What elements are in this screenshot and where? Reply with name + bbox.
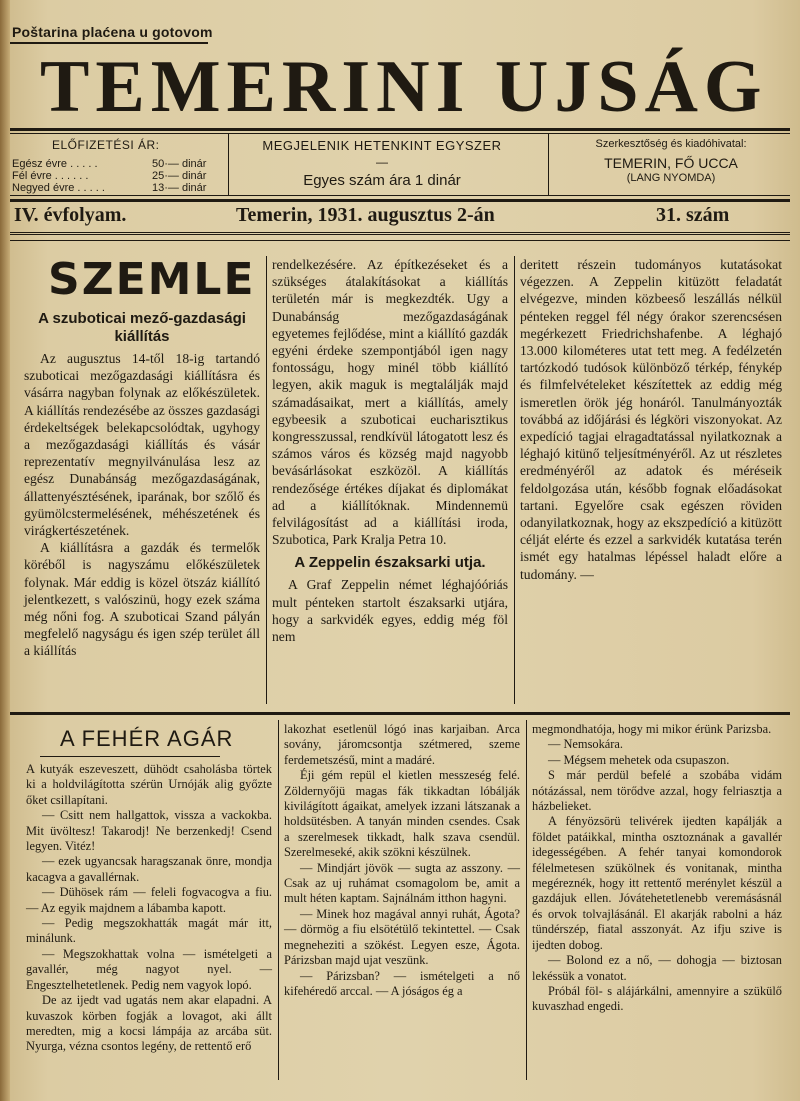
column-divider bbox=[266, 256, 267, 704]
postage-note: Poštarina plaćena u gotovom bbox=[12, 24, 213, 40]
story-paragraph: megmondhatója, hogy mi mikor érünk Parizsba. bbox=[532, 722, 772, 736]
header-bottom-rule-thin bbox=[10, 195, 790, 196]
story-title-rule bbox=[40, 756, 220, 757]
article-paragraph: A kiállításra a gazdák és termelők köréből is nagyszámu előkészületek folynak. Már eddig is közel ötszáz kiállító jelentkezett, s valószinü, hogy ezek száma még nőni fog. A szuboticai Szand pályán megfelelő nagyságu és igen szép terület áll a kiállítás bbox=[24, 540, 260, 659]
story-paragraph: — Minek hoz magával annyi ruhát, Ágota? — dörmög a fiu elsötétülő tekintettel. — Csak megneheziti a szökést. Legyen esze, Ágota. Párizsban majd ujat veszünk. bbox=[284, 906, 520, 968]
story-paragraph: A fényözsörü telivérek ijedten kapálják a földet patáikkal, mintha osztoznának a gavallér idegességében. A fehér tanyai komondorok félelmetesen szükölnek és vonitanak, mintha megéreznék, hogy itt rettentő merénylet készül a gazdájuk ellen. Jóvátehetetlenebb veremásásnál és orvok tolvajlásánál. El akarják rabolni a ház tündérszép, fiatal asszonyát. Az ifju szive is ijedten dobog. bbox=[532, 814, 782, 952]
article-paragraph: rendelkezésére. Az építkezéseket és a szükséges átalakításokat a kiállítás területén már is megkezdték. Ugy a Dunabánság mezőgazdaságának egyetemes fejlődése, mint a kiállító gazdák egyéni érdeke szempontjából igen nagy fontosságu, hogy minél több kiállító legyen, akik maguk is megtalálják majd számadásaikat, mert a kiállítás, amely egybeesik a szuboticai eucharisztikus kongresszussal, rendkívül látogatott lesz és számos város és község majd nagyobb bevásárlásokat eszközöl. A kiállítás rendezősége értékes díjakat és diplomákat ad a kiállítóknak. Mindennemü felvilágosítást ad a kiállítási iroda, Szubotica, Park Kralja Petra 10. bbox=[272, 257, 508, 548]
story-paragraph: De az ijedt vad ugatás nem akar elapadni. A kuvaszok körben fogják a lovagot, aki állt meredten, mig a kocsi lámpája az arcába süt. Nyurga, vézna csontos legény, de rettentő erő bbox=[26, 993, 272, 1054]
story-paragraph: A kutyák eszeveszett, dühödt csaholásba törtek ki a holdvilágította szérün Urnóják alig győzte őket csillapítani. bbox=[26, 762, 272, 807]
story-paragraph: — Bolond ez a nő, — dohogja — biztosan lekéssük a vonatot. bbox=[532, 953, 782, 983]
price-label: Egész évre . . . . . bbox=[12, 158, 98, 170]
story-paragraph: — Megszokhattak volna — ismételgeti a gavallér, még nagyot nyel. — Engesztelhetetlenek. Pedig nem vagyok lopó. bbox=[26, 946, 272, 992]
story-paragraph: Éji gém repül el kietlen messzeség felé. Zöldernyőjü magas fák tikkadtan lóbálják kivilágított ágaikat, amelyek izzani látszanak a holdsütésben. A tanyán minden csendes. Csak a szerelmesek tikkadt, halk szava csendül. Szerelmeseké, akik szökni készülnek. bbox=[284, 768, 520, 860]
story-column-2 bbox=[284, 722, 520, 999]
schedule-line: MEGJELENIK HETENKINT EGYSZER bbox=[262, 138, 502, 153]
header-top-rule bbox=[10, 128, 790, 131]
volume-label: IV. évfolyam. bbox=[14, 204, 127, 226]
issue-date: Temerin, 1931. augusztus 2-án bbox=[236, 204, 495, 226]
story-paragraph: — ezek ugyancsak haragszanak önre, mondja kacagva a gavallérnak. bbox=[26, 854, 272, 884]
postage-underline bbox=[10, 42, 208, 44]
dateline-rule bbox=[10, 232, 790, 235]
story-paragraph: S már perdül befelé a szobába vidám nótázással, nem törődve azzal, hogy felriasztja a házbelieket. bbox=[532, 768, 782, 814]
article-paragraph: Az augusztus 14-től 18-ig tartandó szuboticai mezőgazdasági kiállításra és vásárra nagyban folynak az előkészületek. A kiállítás rendezésébe az összes gazdasági érdekeltségek belekapcsolódtak, ugyhogy a mezőgazdasági kiállítás és vásár reprezentatív megnyilvánulása lesz az egész Dunabánság mezőgazdaságának, állattenyésztésének, iparának, bor szőlő és gyümölcstermelésének, méhészetének és virágkertészetének. bbox=[24, 351, 260, 539]
dateline-rule-thin bbox=[10, 240, 790, 241]
price-label: Negyed évre . . . . . bbox=[12, 182, 105, 194]
masthead-title: TEMERINI UJSÁG bbox=[40, 46, 768, 128]
szemle-column-3 bbox=[520, 256, 782, 583]
issue-number: 31. szám bbox=[656, 204, 730, 226]
article-heading: A szuboticai mező-gazdasági kiállítás bbox=[38, 310, 246, 345]
price-value: 25·— dinár bbox=[152, 170, 207, 182]
story-column-1 bbox=[26, 762, 272, 1055]
story-paragraph: — Mindjárt jövök — sugta az asszony. — Csak az uj ruhámat csomagolom be, amit a mult héten kaptam. Sajnálnám itthon hagyni. bbox=[284, 860, 520, 906]
column-divider bbox=[526, 720, 527, 1080]
szemle-column-1 bbox=[24, 256, 260, 660]
header-top-rule-thin bbox=[10, 133, 790, 134]
price-value: 50·— dinár bbox=[152, 158, 207, 170]
single-issue-price: Egyes szám ára 1 dinár bbox=[303, 172, 461, 189]
price-label: Fél évre . . . . . . bbox=[12, 170, 89, 182]
office-label: Szerkesztőség és kiadóhivatal: bbox=[595, 138, 747, 150]
binding-edge bbox=[0, 0, 10, 1101]
story-paragraph: Próbál föl- s alájárkálni, amennyire a szükülő kuvaszhad engedi. bbox=[532, 983, 782, 1014]
story-paragraph: — Nemsokára. bbox=[548, 737, 624, 752]
article-paragraph: deritett részein tudományos kutatásokat végezzen. A Zeppelin kitüzött feladatát elvégezve, minden közbeeső leszállás nélkül pénteken reggel fél négy órakor szerencsésen megérkezett Friedrichshafenbe. A léghajó 13.000 kilométeres utat tett meg. A fedélzetén tartózkodó tudósok különböző térkép, fénykép és filmfelvételeket készítettek az eddig még ismeretlen örök jég honáról. Tanulmányozták továbbá az időjárási és légköri viszonyokat. Az expedíció tagjai elragadtatással nyilatkoznak a léghajó kitünő teljesítményéről. Az ut részletes eredményéről az adatok és méréseik feldolgozása után, később fognak előadásokat tartani. Egyelőre csak egészen röviden odanyilatkoznak, hogy az ekszpedíció a kitüzött célját elérte és ezzel a sarkvidék kutatása terén ismét egy hatalmas lépéssel haladt előre a tudomány. — bbox=[520, 257, 782, 582]
article-paragraph: A Graf Zeppelin német léghajóóriás mult pénteken startolt északsarki utjára, hogy a sarkvidék egyes, eddig még föl nem bbox=[272, 577, 508, 645]
story-paragraph: lakozhat esetlenül lógó inas karjaiban. Arca sovány, járomcsontja szétmered, szeme ferdemetszésű, mint a madáré. bbox=[284, 722, 520, 767]
column-divider bbox=[278, 720, 279, 1080]
szemle-column-2 bbox=[272, 256, 508, 645]
column-divider bbox=[514, 256, 515, 704]
szemle-title: SZEMLE bbox=[48, 254, 256, 305]
office-printer: (LANG NYOMDA) bbox=[626, 172, 716, 184]
article-heading: A Zeppelin északsarki utja. bbox=[294, 554, 486, 572]
header-divider-left bbox=[228, 133, 229, 195]
section-rule bbox=[10, 712, 790, 715]
story-paragraph: — Pedig megszokhatták magát már itt, minálunk. bbox=[26, 916, 272, 946]
story-paragraph: — Mégsem mehetek oda csupaszon. bbox=[548, 752, 730, 767]
story-paragraph: — Párizsban? — ismételgeti a nő kifehéredő arccal. — A jóságos ég a bbox=[284, 968, 520, 998]
schedule-dash: — bbox=[376, 155, 388, 169]
story-column-3 bbox=[532, 722, 782, 1015]
header-bottom-rule bbox=[10, 199, 790, 202]
office-address: TEMERIN, FŐ UCCA bbox=[604, 155, 738, 171]
story-title: A FEHÉR AGÁR bbox=[60, 726, 234, 751]
story-paragraph: — Csitt nem hallgattok, vissza a vackokba. Mit üvöltesz! Takarodj! Ne berzenkedj! Csend legyen. Vitéz! bbox=[26, 808, 272, 854]
header-divider-right bbox=[548, 133, 549, 195]
subscription-title: ELŐFIZETÉSI ÁR: bbox=[52, 138, 160, 152]
story-paragraph: — Dühösek rám — feleli fogvacogva a fiu. — Az egyik majdnem a lábamba kapott. bbox=[26, 885, 272, 915]
price-value: 13·— dinár bbox=[152, 182, 207, 194]
